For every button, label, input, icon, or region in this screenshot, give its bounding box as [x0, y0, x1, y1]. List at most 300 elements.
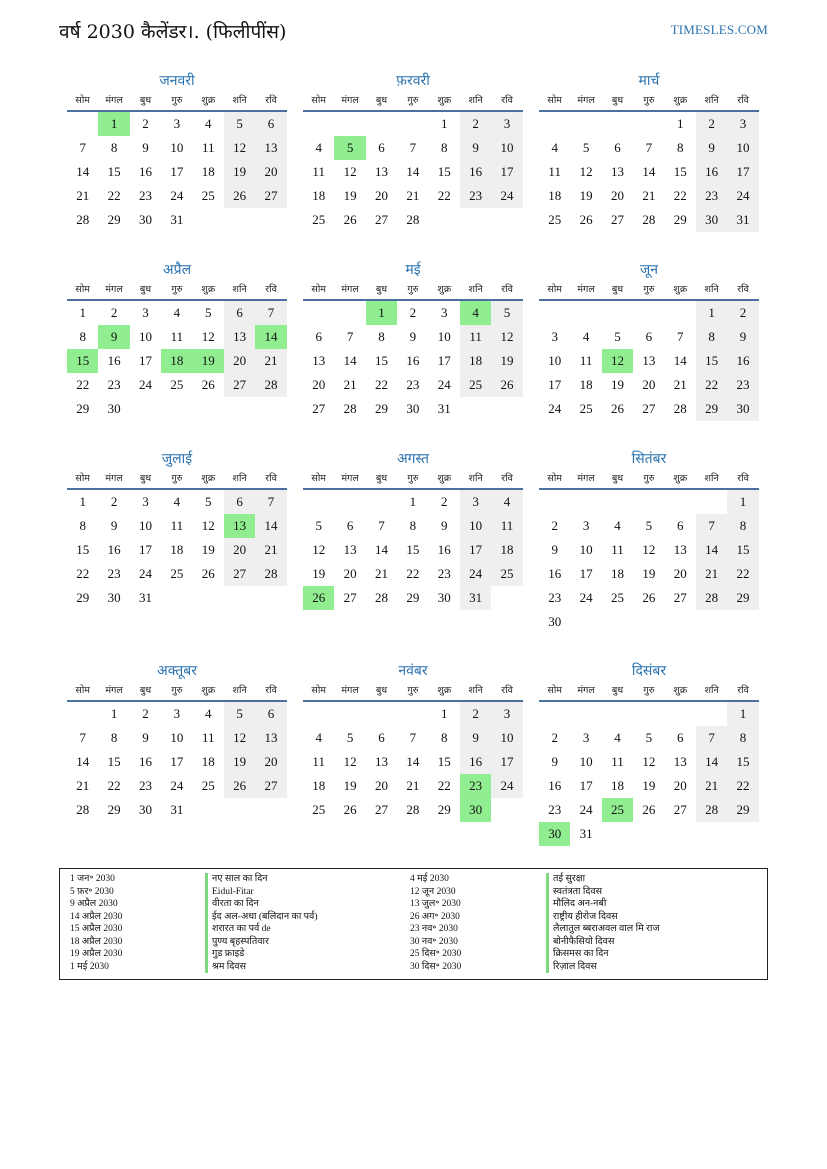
- day-cell: 23: [460, 184, 491, 208]
- weekday-label: गुरु: [643, 95, 655, 106]
- day-cell: 26: [224, 774, 255, 798]
- holiday-day-cell: 14: [255, 325, 286, 349]
- day-cell: 30: [548, 614, 562, 629]
- empty-cell: [696, 490, 727, 514]
- day-cell: 22: [437, 778, 451, 793]
- weekday-label: मंगल: [105, 685, 123, 696]
- day-cell: 20: [224, 538, 255, 562]
- month-name: मई: [405, 262, 421, 278]
- empty-cell: [665, 301, 696, 325]
- day-cell: 25: [579, 401, 593, 416]
- weekday-label: गुरु: [171, 95, 183, 106]
- day-cell: 30: [406, 401, 420, 416]
- weekday-label: बुध: [139, 95, 152, 106]
- day-cell: 11: [579, 353, 593, 368]
- day-cell: 4: [551, 140, 558, 155]
- day-cell: 26: [201, 377, 215, 392]
- empty-cell: [539, 301, 570, 325]
- day-cell: 2: [142, 706, 149, 721]
- empty-cell: [602, 301, 633, 325]
- day-cell: 12: [312, 542, 326, 557]
- weekday-label: सोम: [311, 95, 326, 106]
- day-cell: 7: [409, 730, 417, 745]
- day-cell: 28: [76, 802, 90, 817]
- day-cell: 1: [441, 706, 448, 721]
- holiday-name: बोनीफैसियो दिवस: [546, 936, 660, 949]
- day-cell: 16: [548, 566, 562, 581]
- day-cell: 1: [79, 305, 86, 320]
- day-cell: 12: [201, 329, 215, 344]
- day-cell: 2: [460, 112, 491, 136]
- day-cell: 15: [437, 164, 451, 179]
- day-cell: 22: [107, 778, 121, 793]
- day-cell: 6: [346, 518, 354, 533]
- day-cell: 23: [138, 778, 152, 793]
- day-cell: 9: [460, 726, 491, 750]
- day-cell: 25: [312, 212, 326, 227]
- day-cell: 26: [579, 212, 593, 227]
- month-calendar: [303, 259, 523, 421]
- empty-cell: [366, 112, 397, 136]
- day-cell: 19: [491, 349, 522, 373]
- day-cell: 29: [76, 401, 90, 416]
- holiday-day-cell: 23: [460, 774, 491, 798]
- day-cell: 4: [173, 494, 181, 509]
- day-cell: 9: [441, 518, 448, 533]
- day-cell: 12: [642, 542, 656, 557]
- day-cell: 3: [551, 329, 558, 344]
- day-cell: 19: [201, 542, 215, 557]
- day-cell: 31: [727, 208, 758, 232]
- day-cell: 17: [170, 754, 184, 769]
- holiday-day-cell: 13: [224, 514, 255, 538]
- day-cell: 8: [727, 514, 758, 538]
- day-cell: 20: [610, 188, 624, 203]
- day-cell: 4: [582, 329, 590, 344]
- day-cell: 29: [727, 798, 758, 822]
- day-grid: [539, 301, 759, 421]
- holiday-name: तई सुरक्षा: [546, 873, 660, 886]
- day-cell: 5: [645, 518, 653, 533]
- empty-cell: [570, 490, 601, 514]
- empty-cell: [303, 112, 334, 136]
- day-cell: 2: [441, 494, 448, 509]
- day-cell: 11: [201, 730, 215, 745]
- weekday-label: शनि: [232, 95, 247, 106]
- weekday-label: मंगल: [341, 473, 359, 484]
- holiday-day-cell: 30: [460, 798, 491, 822]
- month-calendar: [539, 70, 759, 232]
- empty-cell: [633, 301, 664, 325]
- weekday-header: [303, 92, 523, 112]
- day-cell: 24: [138, 566, 152, 581]
- day-cell: 29: [727, 586, 758, 610]
- weekday-label: मंगल: [577, 95, 595, 106]
- weekday-label: सोम: [75, 284, 90, 295]
- day-cell: 6: [224, 301, 255, 325]
- day-cell: 23: [107, 566, 121, 581]
- day-cell: 31: [138, 590, 152, 605]
- day-cell: 18: [579, 377, 593, 392]
- day-cell: 2: [110, 305, 118, 320]
- weekday-header: [539, 92, 759, 112]
- holiday-name: क्रिसमस का दिन: [546, 948, 660, 961]
- day-cell: 29: [406, 590, 420, 605]
- day-cell: 13: [374, 164, 388, 179]
- weekday-label: बुध: [375, 95, 388, 106]
- day-cell: 31: [170, 212, 184, 227]
- weekday-label: शुक्र: [673, 95, 688, 106]
- day-cell: 14: [642, 164, 656, 179]
- day-cell: 18: [312, 188, 326, 203]
- weekday-label: बुध: [139, 473, 152, 484]
- day-cell: 22: [374, 377, 388, 392]
- day-cell: 16: [548, 778, 562, 793]
- day-cell: 27: [642, 401, 656, 416]
- day-cell: 21: [76, 778, 90, 793]
- weekday-header: [67, 281, 287, 301]
- day-cell: 10: [460, 514, 491, 538]
- weekday-label: रवि: [501, 284, 513, 295]
- day-cell: 20: [642, 377, 656, 392]
- day-cell: 18: [610, 778, 624, 793]
- day-cell: 31: [170, 802, 184, 817]
- day-cell: 20: [255, 160, 286, 184]
- day-cell: 14: [406, 754, 420, 769]
- day-cell: 2: [551, 518, 558, 533]
- weekday-label: सोम: [547, 95, 562, 106]
- day-cell: 8: [79, 329, 86, 344]
- day-cell: 22: [696, 373, 727, 397]
- day-cell: 12: [224, 726, 255, 750]
- day-cell: 27: [374, 212, 388, 227]
- empty-cell: [397, 112, 428, 136]
- day-cell: 22: [107, 188, 121, 203]
- empty-cell: [334, 112, 365, 136]
- day-cell: 20: [673, 566, 687, 581]
- weekday-label: सोम: [311, 473, 326, 484]
- holiday-name: Eidul-Fitar: [205, 886, 318, 899]
- empty-cell: [633, 112, 664, 136]
- day-cell: 1: [110, 706, 118, 721]
- day-cell: 5: [224, 112, 255, 136]
- month-name: फ़रवरी: [396, 73, 430, 89]
- empty-cell: [397, 702, 428, 726]
- empty-cell: [665, 702, 696, 726]
- holiday-date: 26 अग॰ 2030: [410, 911, 460, 922]
- day-cell: 3: [491, 702, 522, 726]
- weekday-label: बुध: [611, 473, 624, 484]
- weekday-label: सोम: [311, 685, 326, 696]
- holiday-name: रिज़ाल दिवस: [546, 961, 660, 974]
- weekday-label: सोम: [75, 473, 90, 484]
- day-cell: 14: [673, 353, 687, 368]
- day-cell: 21: [343, 377, 357, 392]
- day-cell: 10: [437, 329, 451, 344]
- day-grid: [303, 301, 523, 421]
- day-cell: 8: [696, 325, 727, 349]
- day-cell: 16: [138, 164, 152, 179]
- day-cell: 24: [170, 778, 184, 793]
- weekday-label: सोम: [547, 685, 562, 696]
- weekday-label: गुरु: [643, 685, 655, 696]
- day-cell: 28: [406, 212, 420, 227]
- day-cell: 6: [645, 329, 653, 344]
- day-cell: 29: [673, 212, 687, 227]
- day-cell: 11: [170, 329, 184, 344]
- day-cell: 3: [173, 116, 181, 131]
- day-cell: 26: [642, 802, 656, 817]
- day-cell: 18: [201, 164, 215, 179]
- day-cell: 28: [374, 590, 388, 605]
- day-cell: 29: [374, 401, 388, 416]
- weekday-label: गुरु: [171, 284, 183, 295]
- month-name: अप्रैल: [162, 262, 192, 278]
- weekday-label: गुरु: [643, 473, 655, 484]
- day-cell: 21: [696, 774, 727, 798]
- day-cell: 6: [255, 112, 286, 136]
- day-cell: 11: [460, 325, 491, 349]
- holiday-name: स्वतंत्रता दिवस: [546, 886, 660, 899]
- weekday-label: सोम: [547, 473, 562, 484]
- day-cell: 20: [224, 349, 255, 373]
- weekday-header: [539, 470, 759, 490]
- day-cell: 23: [406, 377, 420, 392]
- weekday-label: गुरु: [407, 284, 419, 295]
- day-cell: 15: [437, 754, 451, 769]
- holiday-day-cell: 5: [334, 136, 365, 160]
- month-calendar: [303, 660, 523, 822]
- day-cell: 4: [614, 518, 621, 533]
- day-cell: 2: [696, 112, 727, 136]
- day-cell: 15: [673, 164, 687, 179]
- day-cell: 22: [673, 188, 687, 203]
- holiday-date: 25 दिस॰ 2030: [410, 949, 462, 959]
- weekday-label: सोम: [75, 685, 90, 696]
- day-cell: 17: [727, 160, 758, 184]
- weekday-label: बुध: [139, 284, 152, 295]
- holiday-day-cell: 26: [303, 586, 334, 610]
- holiday-date: 12 जून 2030: [410, 886, 456, 897]
- weekday-label: शनि: [232, 685, 247, 696]
- weekday-label: शुक्र: [201, 473, 216, 484]
- day-cell: 15: [107, 164, 121, 179]
- holiday-day-cell: 9: [98, 325, 129, 349]
- holiday-name: शरारत का पर्व de: [205, 923, 318, 936]
- day-cell: 29: [437, 802, 451, 817]
- weekday-label: शुक्र: [437, 95, 452, 106]
- day-cell: 8: [110, 140, 118, 155]
- weekday-label: रवि: [737, 685, 749, 696]
- day-cell: 21: [642, 188, 656, 203]
- day-cell: 1: [79, 494, 86, 509]
- day-cell: 15: [374, 353, 388, 368]
- day-cell: 2: [409, 305, 417, 320]
- day-cell: 23: [548, 590, 562, 605]
- day-cell: 25: [460, 373, 491, 397]
- day-cell: 13: [312, 353, 326, 368]
- day-cell: 6: [677, 518, 684, 533]
- day-cell: 27: [312, 401, 326, 416]
- day-cell: 20: [343, 566, 357, 581]
- holiday-names-col-1: [205, 873, 318, 973]
- day-cell: 12: [343, 754, 357, 769]
- month-calendar: [67, 70, 287, 232]
- day-cell: 27: [224, 373, 255, 397]
- weekday-label: शनि: [704, 284, 719, 295]
- day-cell: 29: [107, 802, 121, 817]
- day-cell: 30: [437, 590, 451, 605]
- holiday-date: 15 अप्रैल 2030: [70, 924, 123, 934]
- day-cell: 6: [255, 702, 286, 726]
- day-cell: 13: [255, 136, 286, 160]
- day-cell: 14: [255, 514, 286, 538]
- month-calendar: [539, 660, 759, 846]
- empty-cell: [303, 702, 334, 726]
- weekday-label: सोम: [311, 284, 326, 295]
- day-cell: 27: [374, 802, 388, 817]
- weekday-label: शनि: [468, 284, 483, 295]
- day-cell: 13: [374, 754, 388, 769]
- day-cell: 28: [255, 373, 286, 397]
- day-cell: 7: [696, 726, 727, 750]
- holiday-date: 9 अप्रैल 2030: [70, 899, 118, 909]
- day-cell: 6: [614, 140, 621, 155]
- day-cell: 29: [696, 397, 727, 421]
- weekday-label: शुक्र: [201, 95, 216, 106]
- day-cell: 10: [727, 136, 758, 160]
- day-cell: 4: [205, 116, 212, 131]
- day-cell: 27: [255, 774, 286, 798]
- holiday-name: वीरता का दिन: [205, 898, 318, 911]
- day-cell: 18: [491, 538, 522, 562]
- day-cell: 24: [138, 377, 152, 392]
- weekday-label: शनि: [468, 685, 483, 696]
- day-cell: 24: [727, 184, 758, 208]
- weekday-header: [303, 281, 523, 301]
- day-cell: 26: [491, 373, 522, 397]
- day-cell: 29: [107, 212, 121, 227]
- weekday-label: शुक्र: [673, 473, 688, 484]
- day-cell: 19: [224, 160, 255, 184]
- holiday-date: 19 अप्रैल 2030: [70, 949, 123, 959]
- day-cell: 1: [441, 116, 448, 131]
- holiday-name: श्रम दिवस: [205, 961, 318, 974]
- day-cell: 30: [727, 397, 758, 421]
- day-cell: 20: [374, 778, 388, 793]
- day-cell: 20: [255, 750, 286, 774]
- day-cell: 26: [201, 566, 215, 581]
- empty-cell: [334, 490, 365, 514]
- day-cell: 30: [138, 802, 152, 817]
- day-cell: 7: [378, 518, 385, 533]
- day-cell: 10: [170, 730, 184, 745]
- holiday-date: 18 अप्रैल 2030: [70, 936, 123, 947]
- month-name: जुलाई: [161, 451, 193, 467]
- day-cell: 3: [441, 305, 448, 320]
- holiday-date: 14 अप्रैल 2030: [70, 911, 123, 922]
- weekday-header: [539, 682, 759, 702]
- month-calendar: [303, 70, 523, 232]
- weekday-label: मंगल: [577, 473, 595, 484]
- day-cell: 10: [491, 136, 522, 160]
- holiday-name: ईद अल-अधा (बलिदान का पर्व): [205, 911, 318, 924]
- holiday-name: राष्ट्रीय हीरोज दिवस: [546, 911, 660, 924]
- day-grid: [303, 702, 523, 822]
- day-cell: 24: [579, 590, 593, 605]
- holiday-name: पुण्य बृहस्पतिवार: [205, 936, 318, 949]
- day-cell: 7: [79, 140, 86, 155]
- holiday-date: 30 नव॰ 2030: [410, 936, 458, 947]
- weekday-label: बुध: [611, 284, 624, 295]
- empty-cell: [602, 702, 633, 726]
- weekday-label: सोम: [75, 95, 90, 106]
- month-calendar: [67, 259, 287, 421]
- weekday-label: शुक्र: [201, 284, 216, 295]
- empty-cell: [366, 490, 397, 514]
- weekday-label: रवि: [501, 685, 513, 696]
- month-calendar: [303, 448, 523, 610]
- day-cell: 28: [696, 586, 727, 610]
- day-cell: 25: [312, 802, 326, 817]
- holiday-name: मौलिद अन-नबी: [546, 898, 660, 911]
- day-cell: 9: [142, 730, 149, 745]
- holiday-date: 1 मई 2030: [70, 961, 109, 972]
- day-cell: 5: [315, 518, 322, 533]
- day-cell: 28: [696, 798, 727, 822]
- day-cell: 24: [437, 377, 451, 392]
- day-cell: 14: [696, 538, 727, 562]
- empty-cell: [539, 702, 570, 726]
- day-cell: 3: [727, 112, 758, 136]
- empty-cell: [665, 490, 696, 514]
- day-cell: 30: [696, 208, 727, 232]
- day-cell: 16: [138, 754, 152, 769]
- day-cell: 17: [579, 566, 593, 581]
- weekday-label: मंगल: [105, 95, 123, 106]
- day-cell: 21: [406, 778, 420, 793]
- day-cell: 16: [460, 160, 491, 184]
- weekday-label: बुध: [375, 284, 388, 295]
- site-link[interactable]: TIMESLES.COM: [670, 22, 768, 37]
- day-cell: 5: [614, 329, 621, 344]
- day-cell: 24: [491, 774, 522, 798]
- month-name: सितंबर: [631, 451, 667, 467]
- day-cell: 20: [312, 377, 326, 392]
- weekday-label: गुरु: [407, 685, 419, 696]
- day-cell: 3: [491, 112, 522, 136]
- day-cell: 11: [312, 164, 325, 179]
- weekday-label: शनि: [704, 473, 719, 484]
- day-cell: 22: [727, 774, 758, 798]
- day-cell: 23: [138, 188, 152, 203]
- month-name: अगस्त: [396, 451, 429, 467]
- weekday-label: शनि: [232, 473, 247, 484]
- day-cell: 23: [727, 373, 758, 397]
- day-cell: 21: [76, 188, 90, 203]
- holiday-day-cell: 18: [161, 349, 192, 373]
- day-cell: 11: [548, 164, 561, 179]
- weekday-label: बुध: [611, 685, 624, 696]
- day-cell: 4: [491, 490, 522, 514]
- day-cell: 6: [378, 140, 385, 155]
- day-grid: [67, 490, 287, 610]
- day-cell: 21: [255, 538, 286, 562]
- day-cell: 19: [224, 750, 255, 774]
- day-cell: 5: [582, 140, 590, 155]
- weekday-label: गुरु: [407, 95, 419, 106]
- day-cell: 22: [76, 377, 90, 392]
